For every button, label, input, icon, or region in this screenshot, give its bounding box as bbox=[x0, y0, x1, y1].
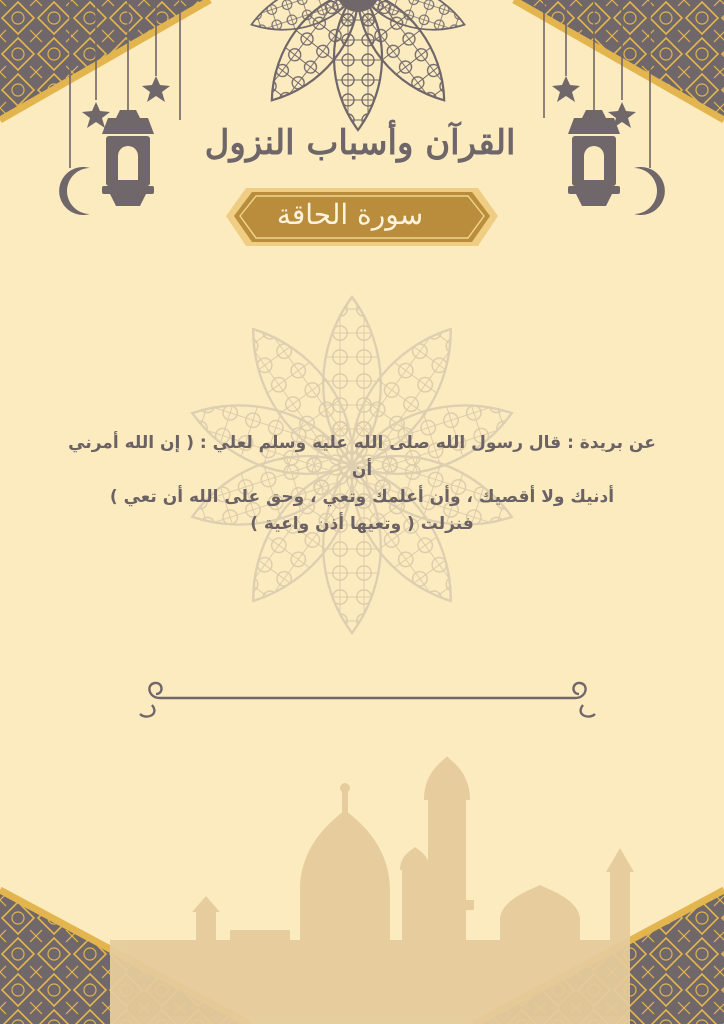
narration-line: عن بريدة : قال رسول الله صلى الله عليه وسلم لعلي : ( إن الله أمرني أن bbox=[68, 433, 656, 480]
narration-line: فنزلت ( وتعيها أذن واعية ) bbox=[250, 514, 474, 534]
narration-line: أدنيك ولا أقصيك ، وأن أعلمك وتعي ، وحق على الله أن تعي ) bbox=[109, 487, 615, 507]
surah-banner-label: سورة الحاقة bbox=[276, 198, 424, 231]
page-title: القرآن وأسباب النزول bbox=[204, 123, 516, 163]
narration-text bbox=[56, 430, 668, 538]
